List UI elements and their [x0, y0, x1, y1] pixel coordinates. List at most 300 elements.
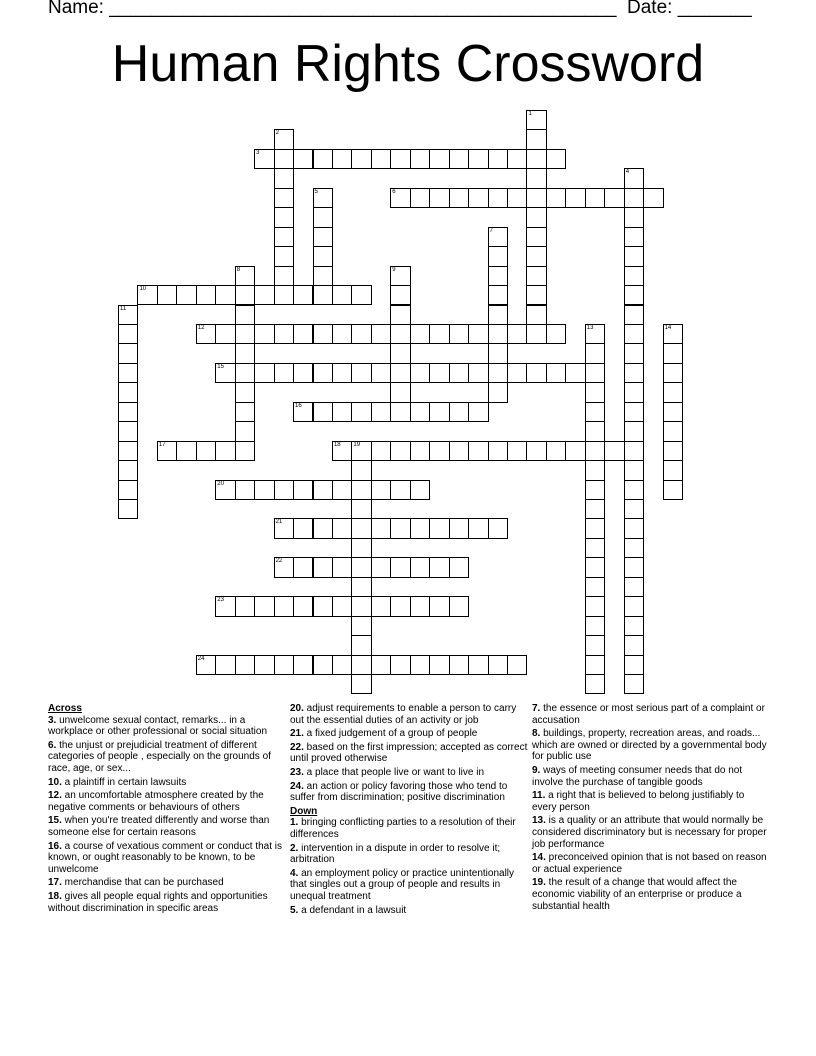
- grid-cell[interactable]: [371, 402, 391, 422]
- grid-cell[interactable]: [332, 480, 352, 500]
- grid-cell[interactable]: [624, 596, 644, 616]
- grid-cell[interactable]: [624, 246, 644, 266]
- grid-cell[interactable]: [274, 227, 294, 247]
- grid-cell[interactable]: [390, 363, 410, 383]
- name-label: Name:: [48, 0, 104, 18]
- grid-cell[interactable]: [429, 596, 449, 616]
- grid-cell[interactable]: [313, 480, 333, 500]
- grid-cell[interactable]: [313, 266, 333, 286]
- grid-cell[interactable]: [468, 324, 488, 344]
- grid-cell[interactable]: [663, 363, 683, 383]
- grid-cell[interactable]: [624, 266, 644, 286]
- grid-cell[interactable]: [449, 363, 469, 383]
- grid-cell[interactable]: [546, 188, 566, 208]
- grid-cell[interactable]: [624, 441, 644, 461]
- grid-cell[interactable]: [351, 655, 371, 675]
- grid-cell[interactable]: [624, 324, 644, 344]
- grid-cell[interactable]: [585, 499, 605, 519]
- clue-num: 2.: [290, 842, 299, 854]
- grid-cell[interactable]: [274, 207, 294, 227]
- grid-cell[interactable]: [624, 305, 644, 325]
- grid-cell[interactable]: [507, 188, 527, 208]
- grid-cell[interactable]: [293, 324, 313, 344]
- grid-cell[interactable]: [526, 129, 546, 149]
- grid-cell[interactable]: [624, 168, 644, 188]
- grid-cell[interactable]: [468, 518, 488, 538]
- grid-cell[interactable]: [390, 402, 410, 422]
- grid-cell[interactable]: [254, 655, 274, 675]
- grid-cell[interactable]: [351, 518, 371, 538]
- grid-cell[interactable]: [118, 324, 138, 344]
- grid-cell[interactable]: [215, 596, 235, 616]
- grid-cell[interactable]: [565, 188, 585, 208]
- grid-cell[interactable]: [526, 207, 546, 227]
- grid-cell[interactable]: [488, 441, 508, 461]
- grid-cell[interactable]: [196, 441, 216, 461]
- grid-cell[interactable]: [235, 285, 255, 305]
- grid-cell[interactable]: [663, 324, 683, 344]
- clue-num: 10.: [48, 776, 62, 788]
- grid-cell[interactable]: [215, 285, 235, 305]
- grid-cell[interactable]: [410, 441, 430, 461]
- grid-cell[interactable]: [488, 324, 508, 344]
- grid-cell[interactable]: [526, 324, 546, 344]
- grid-cell[interactable]: [351, 596, 371, 616]
- grid-cell[interactable]: [507, 324, 527, 344]
- grid-cell[interactable]: [624, 285, 644, 305]
- grid-cell[interactable]: [390, 382, 410, 402]
- grid-cell[interactable]: [118, 343, 138, 363]
- grid-cell[interactable]: [585, 402, 605, 422]
- grid-cell[interactable]: [526, 266, 546, 286]
- grid-cell[interactable]: [313, 402, 333, 422]
- grid-cell[interactable]: [468, 363, 488, 383]
- grid-cell[interactable]: [663, 343, 683, 363]
- grid-cell[interactable]: [332, 285, 352, 305]
- grid-cell[interactable]: [157, 285, 177, 305]
- grid-cell[interactable]: [429, 188, 449, 208]
- grid-cell[interactable]: [274, 149, 294, 169]
- grid-cell[interactable]: [507, 149, 527, 169]
- grid-cell[interactable]: [235, 343, 255, 363]
- grid-cell[interactable]: [449, 402, 469, 422]
- clue-number: 3: [256, 149, 260, 156]
- grid-cell[interactable]: [157, 441, 177, 461]
- grid-cell[interactable]: [624, 499, 644, 519]
- grid-cell[interactable]: [118, 480, 138, 500]
- grid-cell[interactable]: [429, 402, 449, 422]
- grid-cell[interactable]: [293, 596, 313, 616]
- grid-cell[interactable]: [488, 266, 508, 286]
- grid-cell[interactable]: [410, 518, 430, 538]
- grid-cell[interactable]: [526, 149, 546, 169]
- grid-cell[interactable]: [526, 305, 546, 325]
- grid-cell[interactable]: [585, 382, 605, 402]
- grid-cell[interactable]: [429, 557, 449, 577]
- clue-text: adjust requirements to enable a person to carry out the essential duties of an activity or job: [290, 703, 517, 726]
- grid-cell[interactable]: [468, 188, 488, 208]
- grid-cell[interactable]: [351, 635, 371, 655]
- grid-cell[interactable]: [429, 441, 449, 461]
- grid-cell[interactable]: [274, 655, 294, 675]
- grid-cell[interactable]: [585, 616, 605, 636]
- grid-cell[interactable]: [313, 363, 333, 383]
- grid-cell[interactable]: [410, 557, 430, 577]
- grid-cell[interactable]: [604, 188, 624, 208]
- grid-cell[interactable]: [254, 324, 274, 344]
- grid-cell[interactable]: [235, 382, 255, 402]
- grid-cell[interactable]: [468, 149, 488, 169]
- grid-cell[interactable]: [429, 324, 449, 344]
- grid-cell[interactable]: [371, 324, 391, 344]
- grid-cell[interactable]: [254, 285, 274, 305]
- grid-cell[interactable]: [488, 188, 508, 208]
- grid-cell[interactable]: [410, 402, 430, 422]
- across-clue: [290, 781, 528, 804]
- grid-cell[interactable]: [624, 343, 644, 363]
- grid-cell[interactable]: [410, 324, 430, 344]
- grid-cell[interactable]: [274, 246, 294, 266]
- grid-cell[interactable]: [313, 596, 333, 616]
- grid-cell[interactable]: [624, 421, 644, 441]
- grid-cell[interactable]: [274, 518, 294, 538]
- grid-cell[interactable]: [293, 480, 313, 500]
- grid-cell[interactable]: [624, 188, 644, 208]
- grid-cell[interactable]: [196, 324, 216, 344]
- grid-cell[interactable]: [585, 635, 605, 655]
- grid-cell[interactable]: [410, 363, 430, 383]
- grid-cell[interactable]: [351, 499, 371, 519]
- grid-cell[interactable]: [526, 441, 546, 461]
- grid-cell[interactable]: [332, 557, 352, 577]
- grid-cell[interactable]: [274, 285, 294, 305]
- grid-cell[interactable]: [351, 402, 371, 422]
- grid-cell[interactable]: [215, 655, 235, 675]
- grid-cell[interactable]: [215, 363, 235, 383]
- grid-cell[interactable]: [526, 188, 546, 208]
- grid-cell[interactable]: [293, 363, 313, 383]
- grid-cell[interactable]: [351, 460, 371, 480]
- grid-cell[interactable]: [546, 363, 566, 383]
- grid-cell[interactable]: [507, 363, 527, 383]
- grid-cell[interactable]: [293, 285, 313, 305]
- grid-cell[interactable]: [235, 305, 255, 325]
- grid-cell[interactable]: [429, 655, 449, 675]
- grid-cell[interactable]: [624, 363, 644, 383]
- grid-cell[interactable]: [371, 363, 391, 383]
- grid-cell[interactable]: [293, 557, 313, 577]
- grid-cell[interactable]: [274, 266, 294, 286]
- grid-cell[interactable]: [293, 402, 313, 422]
- grid-cell[interactable]: [351, 441, 371, 461]
- clue-text: intervention in a dispute in order to resolve it; arbitration: [290, 842, 501, 866]
- grid-cell[interactable]: [449, 557, 469, 577]
- grid-cell[interactable]: [118, 460, 138, 480]
- grid-cell[interactable]: [624, 616, 644, 636]
- grid-cell[interactable]: [488, 343, 508, 363]
- grid-cell[interactable]: [274, 596, 294, 616]
- grid-cell[interactable]: [196, 655, 216, 675]
- grid-cell[interactable]: [390, 655, 410, 675]
- grid-cell[interactable]: [488, 363, 508, 383]
- grid-cell[interactable]: [371, 480, 391, 500]
- grid-cell[interactable]: [507, 441, 527, 461]
- grid-cell[interactable]: [390, 188, 410, 208]
- grid-cell[interactable]: [624, 557, 644, 577]
- grid-cell[interactable]: [449, 188, 469, 208]
- grid-cell[interactable]: [313, 518, 333, 538]
- grid-cell[interactable]: [604, 441, 624, 461]
- grid-cell[interactable]: [274, 363, 294, 383]
- grid-cell[interactable]: [351, 363, 371, 383]
- grid-cell[interactable]: [429, 363, 449, 383]
- grid-cell[interactable]: [176, 285, 196, 305]
- grid-cell[interactable]: [624, 635, 644, 655]
- grid-cell[interactable]: [371, 557, 391, 577]
- grid-cell[interactable]: [624, 382, 644, 402]
- clue-number: 2: [275, 130, 279, 137]
- grid-cell[interactable]: [624, 227, 644, 247]
- grid-cell[interactable]: [526, 363, 546, 383]
- down-clue: [290, 817, 528, 840]
- grid-cell[interactable]: [313, 188, 333, 208]
- grid-cell[interactable]: [118, 402, 138, 422]
- grid-cell[interactable]: [624, 655, 644, 675]
- grid-cell[interactable]: [235, 402, 255, 422]
- grid-cell[interactable]: [332, 149, 352, 169]
- grid-cell[interactable]: [235, 441, 255, 461]
- grid-cell[interactable]: [468, 402, 488, 422]
- grid-cell[interactable]: [371, 441, 391, 461]
- grid-cell[interactable]: [235, 266, 255, 286]
- grid-cell[interactable]: [526, 110, 546, 130]
- grid-cell[interactable]: [254, 596, 274, 616]
- grid-cell[interactable]: [585, 343, 605, 363]
- clue-text: a place that people live or want to live in: [303, 766, 485, 778]
- grid-cell[interactable]: [449, 518, 469, 538]
- grid-cell[interactable]: [468, 441, 488, 461]
- date-blank: _______: [677, 0, 752, 18]
- grid-cell[interactable]: [235, 363, 255, 383]
- grid-cell[interactable]: [351, 674, 371, 694]
- grid-cell[interactable]: [137, 285, 157, 305]
- grid-cell[interactable]: [313, 227, 333, 247]
- grid-cell[interactable]: [624, 402, 644, 422]
- grid-cell[interactable]: [663, 382, 683, 402]
- grid-cell[interactable]: [235, 596, 255, 616]
- grid-cell[interactable]: [488, 518, 508, 538]
- grid-cell[interactable]: [449, 324, 469, 344]
- grid-cell[interactable]: [585, 480, 605, 500]
- grid-cell[interactable]: [371, 596, 391, 616]
- grid-cell[interactable]: [390, 266, 410, 286]
- grid-cell[interactable]: [526, 285, 546, 305]
- grid-cell[interactable]: [118, 441, 138, 461]
- grid-cell[interactable]: [565, 363, 585, 383]
- grid-cell[interactable]: [293, 518, 313, 538]
- grid-cell[interactable]: [351, 480, 371, 500]
- grid-cell[interactable]: [351, 616, 371, 636]
- grid-cell[interactable]: [585, 188, 605, 208]
- grid-cell[interactable]: [585, 538, 605, 558]
- grid-cell[interactable]: [313, 246, 333, 266]
- grid-cell[interactable]: [371, 149, 391, 169]
- grid-cell[interactable]: [351, 324, 371, 344]
- grid-cell[interactable]: [546, 441, 566, 461]
- grid-cell[interactable]: [488, 382, 508, 402]
- grid-cell[interactable]: [663, 460, 683, 480]
- grid-cell[interactable]: [313, 149, 333, 169]
- grid-cell[interactable]: [254, 363, 274, 383]
- grid-cell[interactable]: [643, 188, 663, 208]
- grid-cell[interactable]: [663, 480, 683, 500]
- grid-cell[interactable]: [371, 518, 391, 538]
- grid-cell[interactable]: [624, 460, 644, 480]
- grid-cell[interactable]: [274, 324, 294, 344]
- grid-cell[interactable]: [313, 655, 333, 675]
- grid-cell[interactable]: [118, 382, 138, 402]
- grid-cell[interactable]: [410, 149, 430, 169]
- grid-cell[interactable]: [274, 168, 294, 188]
- grid-cell[interactable]: [585, 363, 605, 383]
- grid-cell[interactable]: [488, 305, 508, 325]
- grid-cell[interactable]: [585, 460, 605, 480]
- grid-cell[interactable]: [624, 577, 644, 597]
- grid-cell[interactable]: [254, 149, 274, 169]
- grid-cell[interactable]: [565, 441, 585, 461]
- grid-cell[interactable]: [488, 227, 508, 247]
- down-clue: [290, 905, 528, 917]
- grid-cell[interactable]: [526, 168, 546, 188]
- grid-cell[interactable]: [488, 655, 508, 675]
- grid-cell[interactable]: [390, 441, 410, 461]
- grid-cell[interactable]: [390, 343, 410, 363]
- grid-cell[interactable]: [488, 285, 508, 305]
- grid-cell[interactable]: [235, 655, 255, 675]
- grid-cell[interactable]: [488, 149, 508, 169]
- grid-cell[interactable]: [663, 402, 683, 422]
- grid-cell[interactable]: [351, 538, 371, 558]
- grid-cell[interactable]: [449, 149, 469, 169]
- clue-num: 3.: [48, 714, 57, 726]
- grid-cell[interactable]: [585, 577, 605, 597]
- grid-cell[interactable]: [313, 207, 333, 227]
- grid-cell[interactable]: [215, 480, 235, 500]
- grid-cell[interactable]: [624, 480, 644, 500]
- grid-cell[interactable]: [663, 441, 683, 461]
- grid-cell[interactable]: [624, 674, 644, 694]
- grid-cell[interactable]: [196, 285, 216, 305]
- grid-cell[interactable]: [449, 441, 469, 461]
- grid-cell[interactable]: [371, 655, 391, 675]
- grid-cell[interactable]: [293, 655, 313, 675]
- grid-cell[interactable]: [235, 324, 255, 344]
- grid-cell[interactable]: [274, 480, 294, 500]
- grid-cell[interactable]: [585, 421, 605, 441]
- grid-cell[interactable]: [507, 655, 527, 675]
- grid-cell[interactable]: [118, 363, 138, 383]
- grid-cell[interactable]: [488, 246, 508, 266]
- grid-cell[interactable]: [118, 421, 138, 441]
- grid-cell[interactable]: [332, 518, 352, 538]
- grid-cell[interactable]: [118, 305, 138, 325]
- grid-cell[interactable]: [235, 480, 255, 500]
- grid-cell[interactable]: [390, 149, 410, 169]
- grid-cell[interactable]: [390, 480, 410, 500]
- grid-cell[interactable]: [449, 596, 469, 616]
- grid-cell[interactable]: [390, 518, 410, 538]
- grid-cell[interactable]: [332, 324, 352, 344]
- grid-cell[interactable]: [215, 441, 235, 461]
- grid-cell[interactable]: [585, 324, 605, 344]
- grid-cell[interactable]: [546, 149, 566, 169]
- grid-cell[interactable]: [585, 596, 605, 616]
- grid-cell[interactable]: [390, 285, 410, 305]
- grid-cell[interactable]: [274, 557, 294, 577]
- grid-cell[interactable]: [351, 285, 371, 305]
- grid-cell[interactable]: [332, 363, 352, 383]
- grid-cell[interactable]: [274, 129, 294, 149]
- grid-cell[interactable]: [468, 655, 488, 675]
- across-clue: [48, 790, 286, 813]
- grid-cell[interactable]: [624, 518, 644, 538]
- grid-cell[interactable]: [332, 441, 352, 461]
- grid-cell[interactable]: [624, 207, 644, 227]
- grid-cell[interactable]: [313, 557, 333, 577]
- grid-cell[interactable]: [410, 655, 430, 675]
- grid-cell[interactable]: [410, 596, 430, 616]
- grid-cell[interactable]: [313, 285, 333, 305]
- grid-cell[interactable]: [663, 421, 683, 441]
- grid-cell[interactable]: [410, 188, 430, 208]
- grid-cell[interactable]: [235, 421, 255, 441]
- grid-cell[interactable]: [429, 149, 449, 169]
- clue-num: 24.: [290, 780, 304, 792]
- grid-cell[interactable]: [449, 655, 469, 675]
- grid-cell[interactable]: [215, 324, 235, 344]
- grid-cell[interactable]: [410, 480, 430, 500]
- grid-cell[interactable]: [546, 324, 566, 344]
- grid-cell[interactable]: [585, 674, 605, 694]
- grid-cell[interactable]: [390, 557, 410, 577]
- grid-cell[interactable]: [351, 577, 371, 597]
- grid-cell[interactable]: [429, 518, 449, 538]
- grid-cell[interactable]: [332, 402, 352, 422]
- grid-cell[interactable]: [176, 441, 196, 461]
- grid-cell[interactable]: [585, 557, 605, 577]
- grid-cell[interactable]: [390, 305, 410, 325]
- grid-cell[interactable]: [585, 655, 605, 675]
- grid-cell[interactable]: [526, 227, 546, 247]
- grid-cell[interactable]: [585, 441, 605, 461]
- grid-cell[interactable]: [390, 596, 410, 616]
- grid-cell[interactable]: [585, 518, 605, 538]
- grid-cell[interactable]: [351, 149, 371, 169]
- grid-cell[interactable]: [274, 188, 294, 208]
- grid-cell[interactable]: [390, 324, 410, 344]
- grid-cell[interactable]: [526, 246, 546, 266]
- grid-cell[interactable]: [332, 596, 352, 616]
- grid-cell[interactable]: [118, 499, 138, 519]
- clue-num: 14.: [532, 852, 546, 864]
- grid-cell[interactable]: [351, 557, 371, 577]
- clue-num: 13.: [532, 815, 546, 827]
- grid-cell[interactable]: [332, 655, 352, 675]
- grid-cell[interactable]: [293, 149, 313, 169]
- grid-cell[interactable]: [624, 538, 644, 558]
- grid-cell[interactable]: [254, 480, 274, 500]
- grid-cell[interactable]: [313, 324, 333, 344]
